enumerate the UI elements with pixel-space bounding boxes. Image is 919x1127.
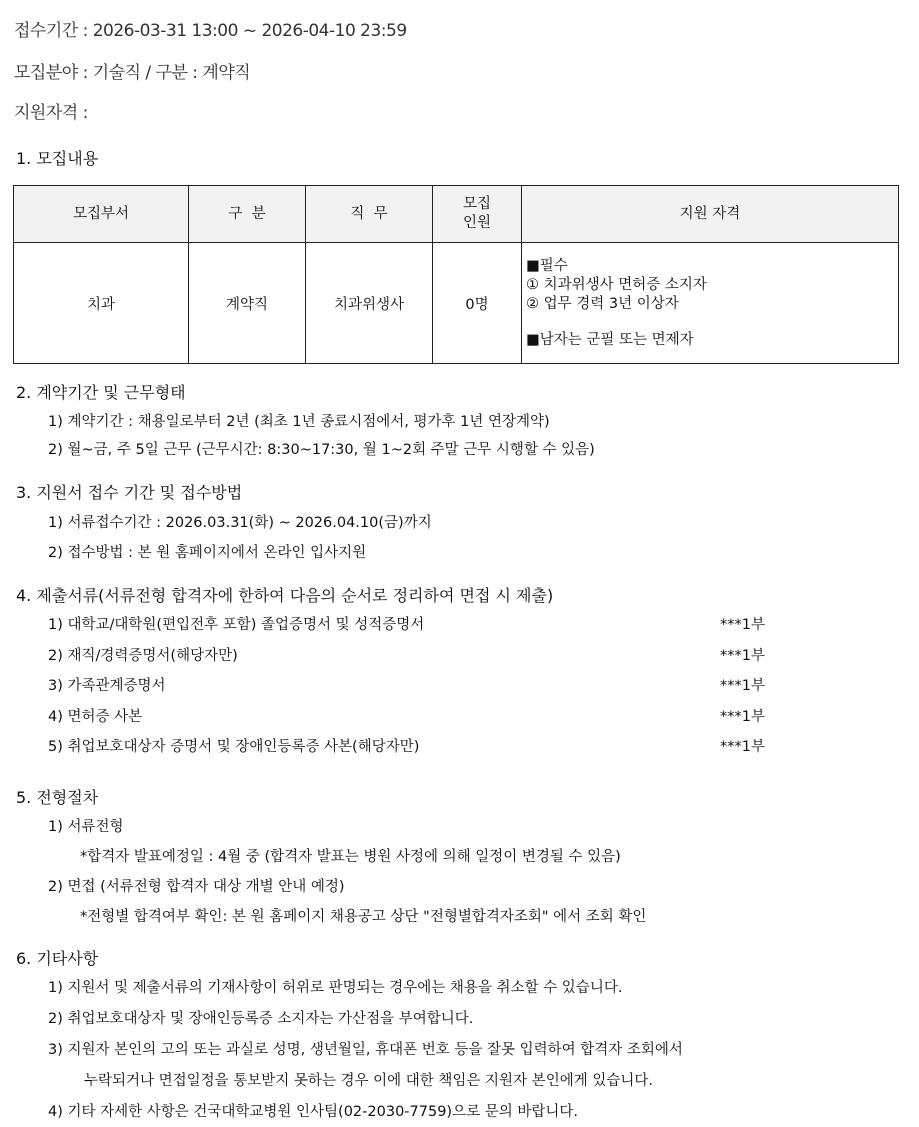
list-item: 1) 지원서 및 제출서류의 기재사항이 허위로 판명되는 경우에는 채용을 취소할 수 있습니다. [48, 980, 623, 996]
section6-title: 6. 기타사항 [16, 949, 99, 968]
table-header-row [14, 186, 899, 243]
doc-count: ***1부 [720, 617, 765, 633]
section5-title: 5. 전형절차 [16, 788, 99, 807]
qual-gap [526, 314, 898, 331]
table-row [14, 243, 899, 364]
cell-count: 0명 [433, 243, 522, 364]
list-item: 2) 재직/경력증명서(해당자만) [48, 648, 238, 664]
list-item: 2) 면접 (서류전형 합격자 대상 개별 안내 예정) [48, 879, 345, 895]
list-note: *전형별 합격여부 확인: 본 원 홈페이지 채용공고 상단 "전형별합격자조회" 에서 조회 확인 [80, 909, 647, 925]
list-item: 2) 접수방법 : 본 원 홈페이지에서 온라인 입사지원 [48, 545, 367, 561]
cell-job: 치과위생사 [306, 243, 433, 364]
list-item: 1) 서류전형 [48, 819, 124, 835]
section2-title: 2. 계약기간 및 근무형태 [16, 383, 186, 402]
list-item: 2) 취업보호대상자 및 장애인등록증 소지자는 가산점을 부여합니다. [48, 1011, 474, 1027]
doc-count: ***1부 [720, 648, 765, 664]
list-item: 1) 대학교/대학원(편입전후 포함) 졸업증명서 및 성적증명서 [48, 617, 425, 633]
header-qualification: 지원 자격 [522, 186, 899, 243]
header-dept: 모집부서 [14, 186, 189, 243]
qualification-line: 지원자격 : [14, 103, 88, 123]
qual-line: ① 치과위생사 면허증 소지자 [526, 276, 707, 293]
section1-title: 1. 모집내용 [16, 149, 99, 168]
list-item-continuation: 누락되거나 면접일정을 통보받지 못하는 경우 이에 대한 책임은 지원자 본인에게 있습니다. [84, 1073, 653, 1089]
recruit-table [13, 185, 899, 364]
cell-type: 계약직 [189, 243, 306, 364]
list-item: 3) 지원자 본인의 고의 또는 과실로 성명, 생년월일, 휴대폰 번호 등을 잘못 입력하여 합격자 조회에서 [48, 1042, 683, 1058]
header-count: 모집 인원 [433, 186, 522, 243]
qual-line: ■남자는 군필 또는 면제자 [526, 331, 694, 348]
list-item: 4) 기타 자세한 사항은 건국대학교병원 인사팀(02-2030-7759)으로 문의 바랍니다. [48, 1104, 578, 1120]
doc-count: ***1부 [720, 709, 765, 725]
list-item: 3) 가족관계증명서 [48, 678, 166, 694]
list-item: 5) 취업보호대상자 증명서 및 장애인등록증 사본(해당자만) [48, 739, 420, 755]
qual-line: ② 업무 경력 3년 이상자 [526, 295, 679, 312]
cell-dept: 치과 [14, 243, 189, 364]
list-item: 2) 월~금, 주 5일 근무 (근무시간: 8:30~17:30, 월 1~2회 주말 근무 시행할 수 있음) [48, 442, 595, 458]
header-type: 구 분 [189, 186, 306, 243]
list-item: 4) 면허증 사본 [48, 709, 143, 725]
header-job: 직 무 [306, 186, 433, 243]
list-item: 1) 계약기간 : 채용일로부터 2년 (최초 1년 종료시점에서, 평가후 1년 연장계약) [48, 414, 550, 430]
doc-count: ***1부 [720, 678, 765, 694]
doc-count: ***1부 [720, 739, 765, 755]
field-line: 모집분야 : 기술직 / 구분 : 계약직 [14, 63, 251, 83]
period-line: 접수기간 : 2026-03-31 13:00 ~ 2026-04-10 23:59 [14, 21, 407, 41]
list-note: *합격자 발표예정일 : 4월 중 (합격자 발표는 병원 사정에 의해 일정이 변경될 수 있음) [80, 849, 621, 865]
list-item: 1) 서류접수기간 : 2026.03.31(화) ~ 2026.04.10(금)까지 [48, 515, 432, 531]
section3-title: 3. 지원서 접수 기간 및 접수방법 [16, 483, 243, 502]
qual-line: ■필수 [526, 257, 568, 274]
cell-qualification [522, 243, 899, 364]
section4-title: 4. 제출서류(서류전형 합격자에 한하여 다음의 순서로 정리하여 면접 시 제출) [16, 586, 554, 605]
